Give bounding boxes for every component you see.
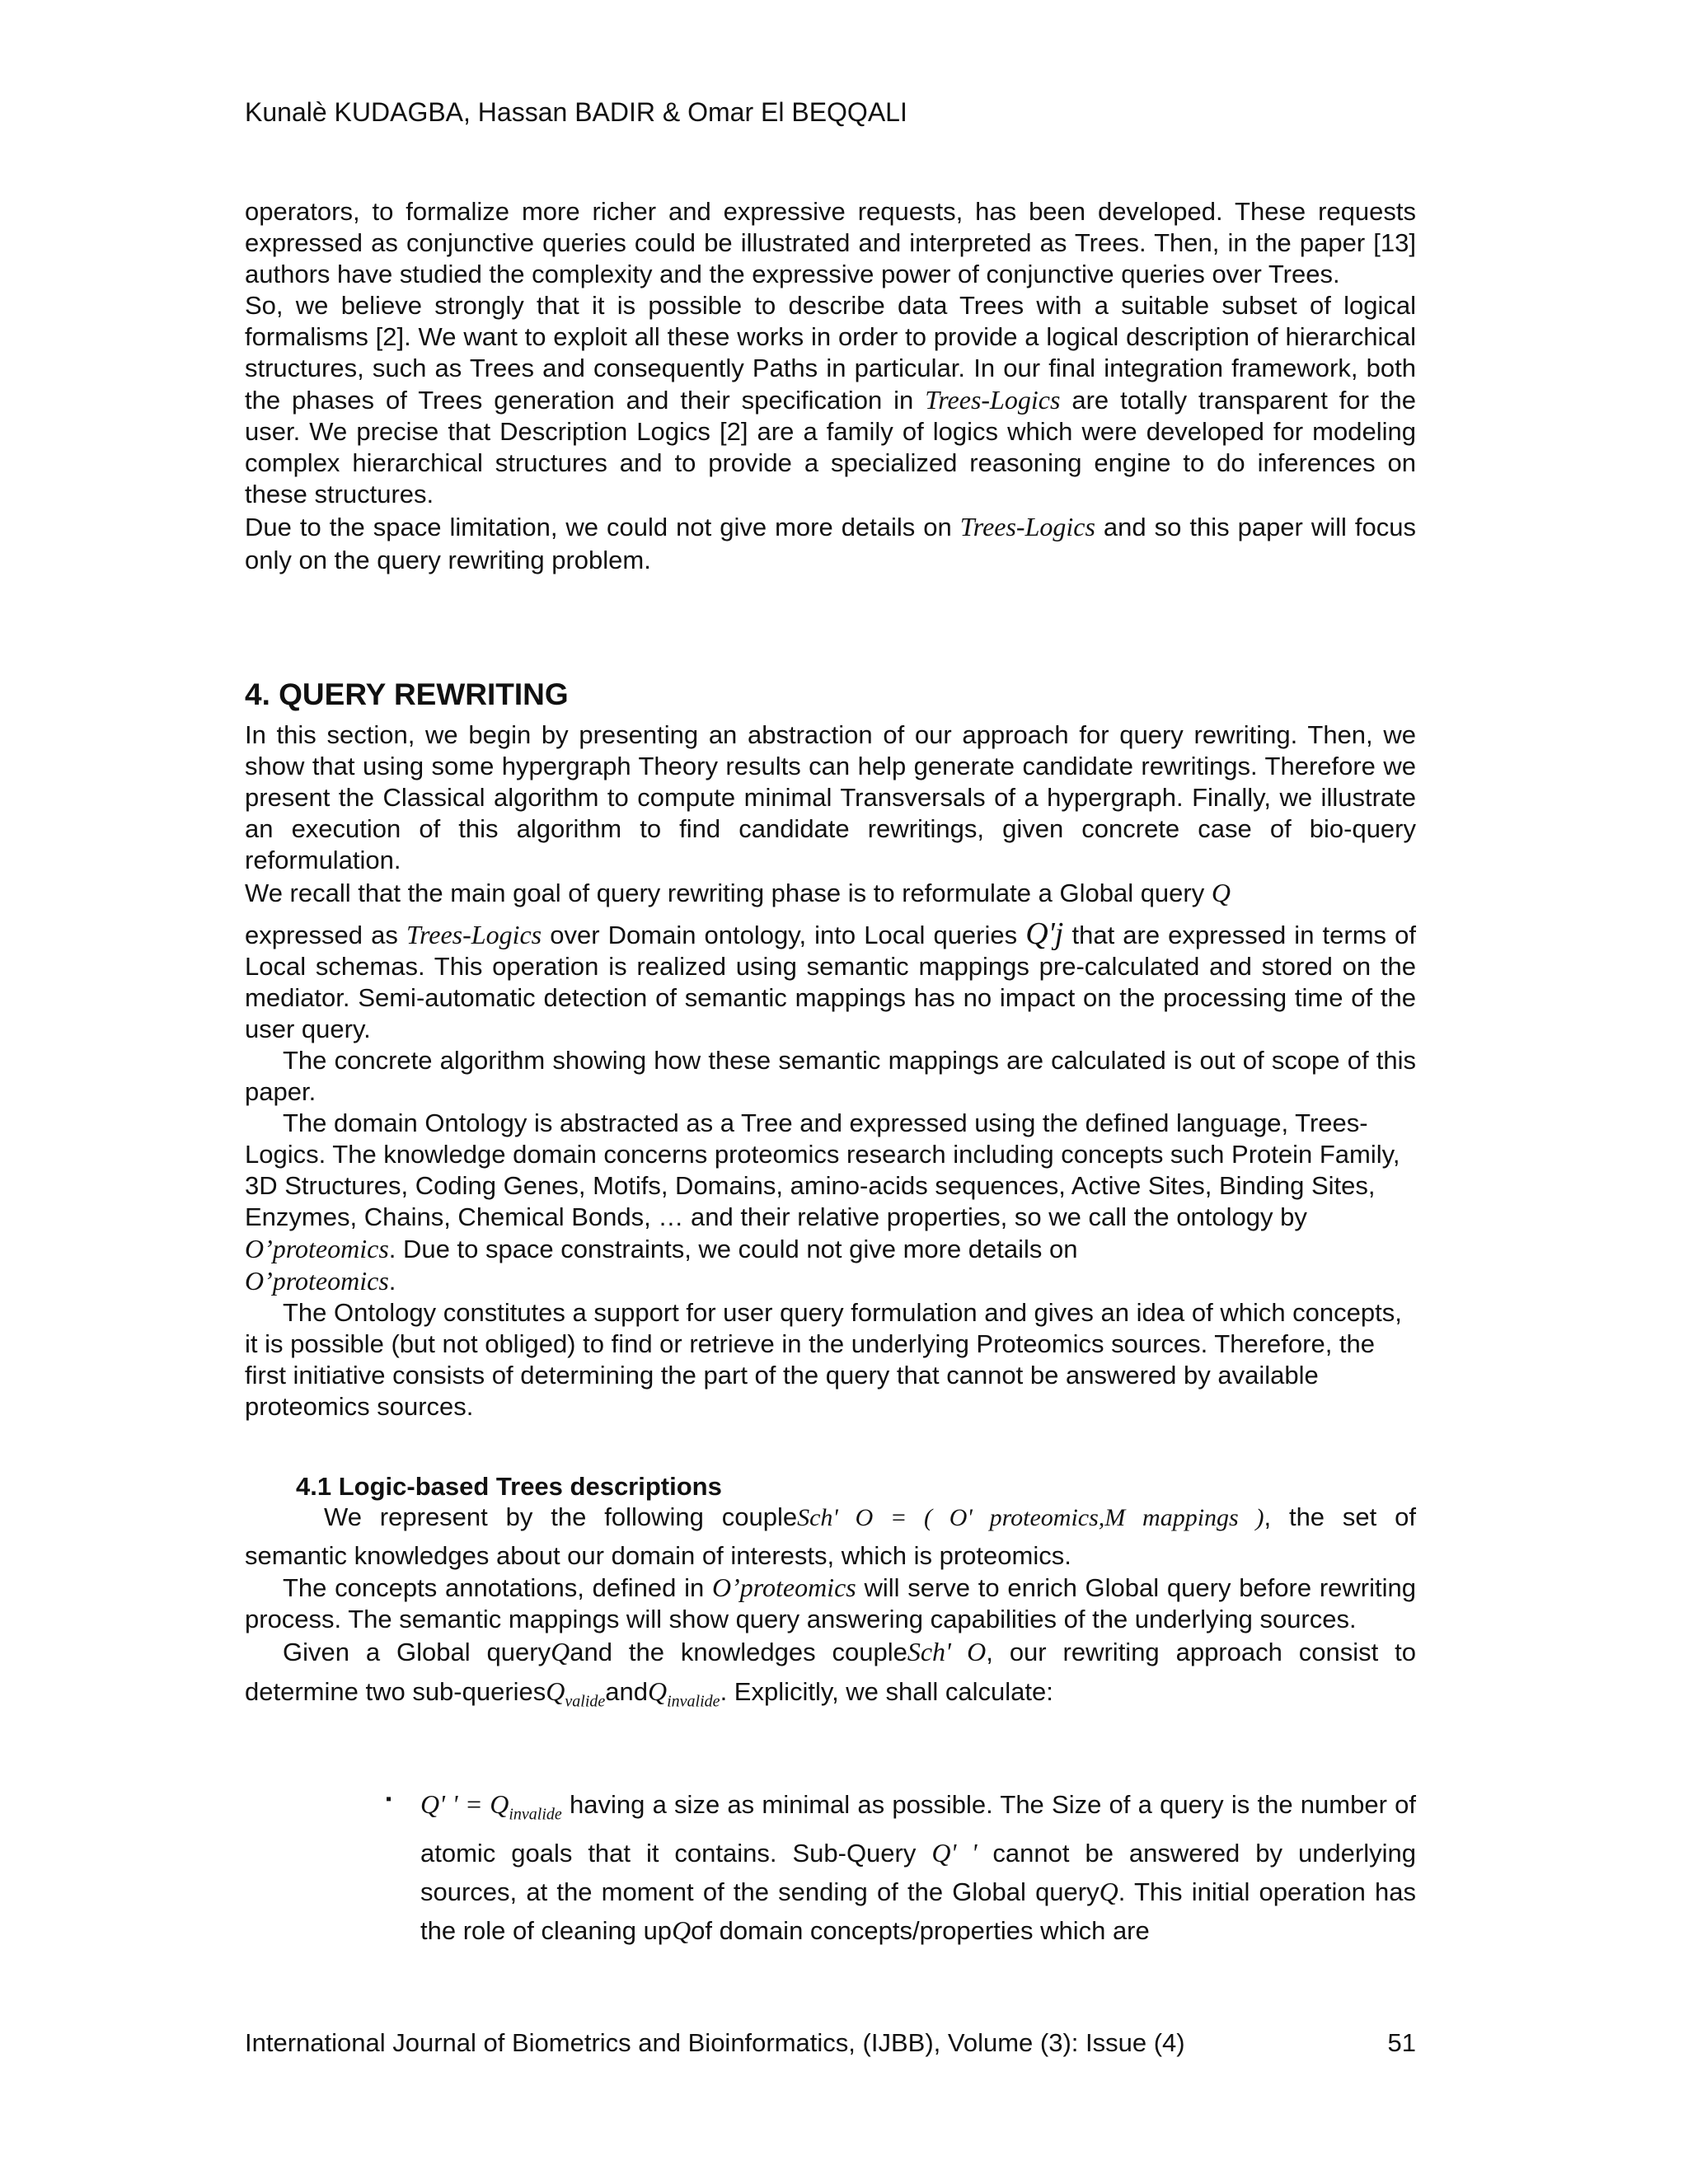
page-number: 51 (1387, 2028, 1416, 2057)
paragraph: The concrete algorithm showing how these semantic mappings are calculated is out of scope of this paper. (245, 1046, 1416, 1106)
bullet-item (420, 1785, 1416, 1950)
paragraph: In this section, we begin by presenting an abstraction of our approach for query rewriting. Then, we show that using some hypergraph Theory results can help generate candidate rewritings. Therefore we present the Classical algorithm to compute minimal Transversals of a hypergraph. Finally, we illustrate an execution of this algorithm to find candidate rewritings, given concrete case of bio-query reformulation. (245, 720, 1416, 874)
term-q-valide: $Q_{valide}$ (546, 1676, 606, 1711)
paragraph: We represent by the following coupleSch' O = ( O' proteomics,M mappings ), the set of (324, 1502, 1416, 1531)
paragraph: operators, to formalize more richer and expressive requests, has been developed. These requests expressed as conjunctive queries could be illustrated and interpreted as Trees. Then, in the paper [13] authors have studied the complexity and the expressive power of conjunctive queries over Trees. (245, 197, 1416, 288)
term-trees-logics: Trees-Logics (406, 920, 542, 949)
section4-body (245, 719, 1416, 1422)
term-qj: Q'j (1025, 916, 1064, 951)
paragraph: The Ontology constitutes a support for user query formulation and gives an idea of which concepts, it is possible (but not obliged) to find or retrieve in the underlying Proteomics sources. Therefore, the first initiative consists of determining the part of the query that cannot be answered by available proteomics sources. (245, 1298, 1402, 1421)
paragraph: So, we believe strongly that it is possible to describe data Trees with a suitable subset of logical formalisms [2]. We want to exploit all these works in order to provide a logical description of hierarchical structures, such as Trees and consequently Paths in particular. In our final integration framework, both the phases of Trees generation and their specification in Trees-Logics are totally transparent for the user. We precise that Description Logics [2] are a family of logics which were developed for modeling complex hierarchical structures and to provide a specialized reasoning engine to do inferences on these structures. (245, 291, 1417, 509)
subsection-heading: 4.1 Logic-based Trees descriptions (296, 1472, 722, 1501)
running-header: Kunalè KUDAGBA, Hassan BADIR & Omar El BEQQALI (245, 97, 907, 127)
paragraph: The concepts annotations, defined in O’proteomics will serve to enrich Global query before rewriting process. The semantic mappings will show query answering capabilities of the underlying sources. (245, 1572, 1416, 1633)
term-trees-logics: Trees-Logics (925, 385, 1061, 415)
paragraph: determine two sub-queriesQ$_{valide}$andQ$_{invalide}$. Explicitly, we shall calculate: (245, 1676, 1053, 1711)
paragraph: The domain Ontology is abstracted as a Tree and expressed using the defined language, Trees-Logics. The knowledge domain concerns proteomics research including concepts such Protein Family, 3D Structures, Coding Genes, Motifs, Domains, amino-acids sequences, Active Sites, Binding Sites, Enzymes, Chains, Chemical Bonds, … and their relative properties, so we call the ontology by O’proteomics. Due to space constraints, we could not give more details on O’proteomics. (245, 1108, 1400, 1296)
term-oproteomics: O’proteomics (245, 1266, 389, 1296)
term-q: Q (1099, 1877, 1118, 1907)
paragraph: expressed as Trees-Logics over Domain ontology, into Local queries Q'j that are expressed in terms of Local schemas. This operation is realized using semantic mappings pre-calculated and stored on the mediator. Semi-automatic detection of semantic mappings has no impact on the processing time of the user query. (245, 916, 1416, 1043)
bullet-marker: ▪ (386, 1790, 392, 1808)
term-q-invalide: $Q_{invalide}$ (648, 1676, 720, 1711)
term-q: Q (551, 1637, 570, 1666)
intro-text (245, 196, 1416, 577)
paragraph: Q' ' = $Q_{invalide}$ having a size as minimal as possible. The Size of a query is the number of atomic goals that it contains. Sub-Query Q' ' cannot be answered by underlying sources, at the moment of the sending of the Global queryQ. This initial operation has the role of cleaning upQof domain concepts/properties which are (420, 1789, 1417, 1946)
term-trees-logics: Trees-Logics (959, 512, 1095, 541)
formula-qpp-eq: Q' ' = $Q_{invalide}$ (420, 1789, 562, 1824)
term-oproteomics: O’proteomics (711, 1572, 856, 1602)
term-qpp: Q' ' (931, 1838, 978, 1868)
paragraph: semantic knowledges about our domain of interests, which is proteomics. (245, 1541, 1071, 1570)
term-scho: Sch' O (907, 1637, 987, 1666)
term-oproteomics: O’proteomics (245, 1234, 389, 1263)
term-q: Q (672, 1915, 692, 1946)
paragraph: Due to the space limitation, we could not give more details on Trees-Logics and so this paper will focus only on the query rewriting problem. (245, 512, 1416, 574)
section-heading: 4. QUERY REWRITING (245, 677, 569, 711)
term-q: Q (1211, 878, 1231, 907)
paragraph: Given a Global queryQand the knowledges coupleSch' O, our rewriting approach consist to (283, 1637, 1417, 1666)
section41-body (245, 1500, 1416, 1717)
footer-journal: International Journal of Biometrics and Bioinformatics, (IJBB), Volume (3): Issue (4) (245, 2028, 1185, 2057)
formula-couple: Sch' O = ( O' proteomics,M mappings ) (797, 1504, 1264, 1531)
paragraph: We recall that the main goal of query rewriting phase is to reformulate a Global query Q (245, 878, 1231, 907)
